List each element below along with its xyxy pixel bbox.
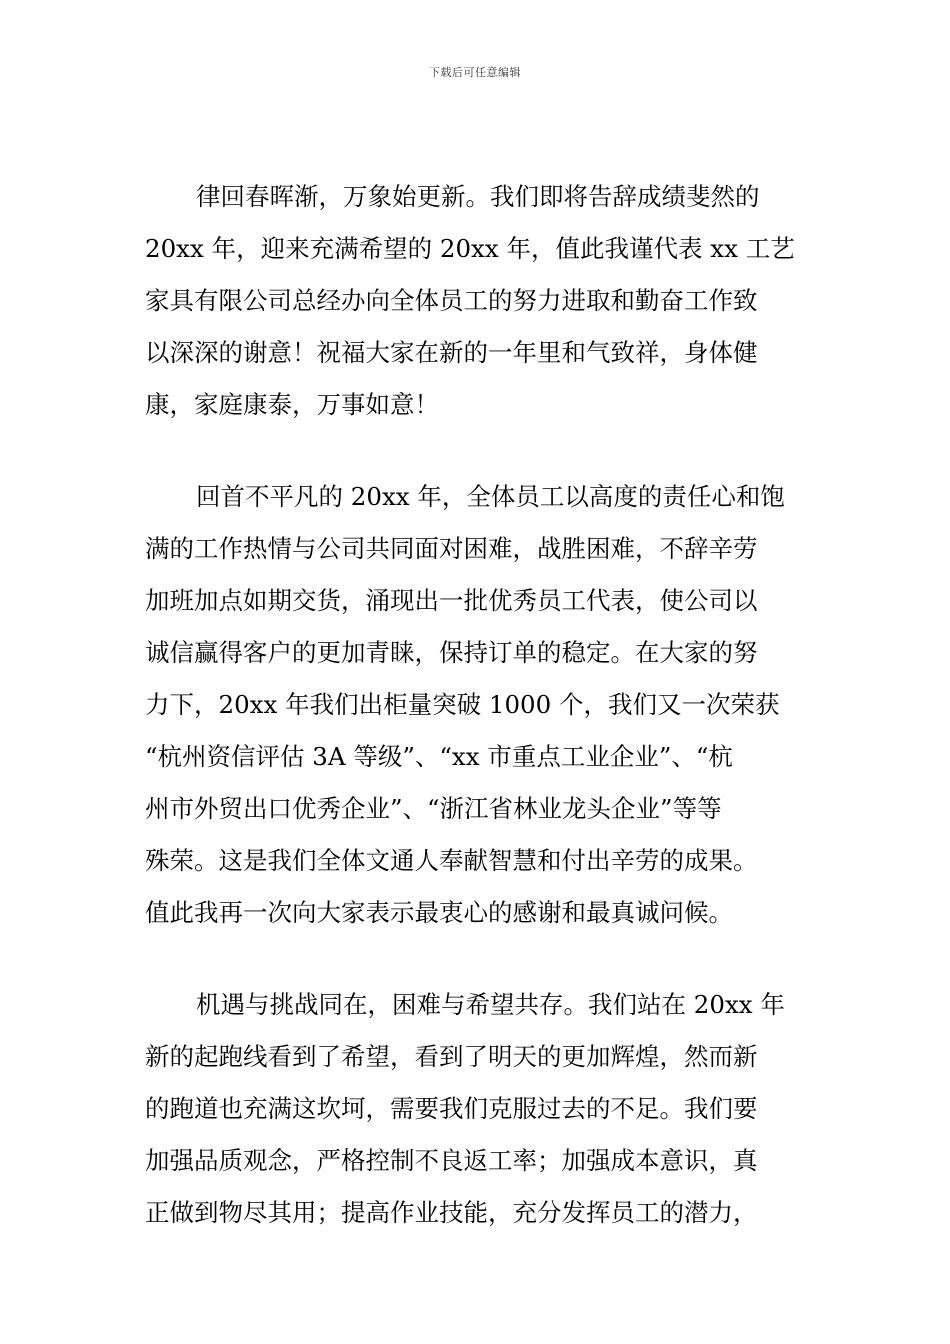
text-line: “杭州资信评估 3A 等级”、“xx 市重点工业企业”、“杭	[145, 742, 733, 771]
text-line: 加强品质观念，严格控制不良返工率；加强成本意识，真	[145, 1146, 758, 1175]
text-line: 的跑道也充满这坎坷，需要我们克服过去的不足。我们要	[145, 1094, 758, 1123]
text-line: 回首不平凡的 20xx 年，全体员工以高度的责任心和饱	[196, 482, 785, 511]
text-line: 20xx 年，迎来充满希望的 20xx 年，值此我谨代表 xx 工艺	[145, 234, 795, 263]
text-line: 以深深的谢意！祝福大家在新的一年里和气致祥，身体健	[145, 338, 758, 367]
text-line: 机遇与挑战同在，困难与希望共存。我们站在 20xx 年	[196, 990, 785, 1019]
page-header: 下载后可任意编辑	[429, 66, 521, 79]
text-line: 殊荣。这是我们全体文通人奉献智慧和付出辛劳的成果。	[145, 846, 758, 875]
text-line: 康，家庭康泰，万事如意！	[145, 390, 439, 419]
text-line: 值此我再一次向大家表示最衷心的感谢和最真诚问候。	[145, 898, 733, 927]
text-line: 力下，20xx 年我们出柜量突破 1000 个，我们又一次荣获	[145, 690, 780, 719]
text-line: 诚信赢得客户的更加青睐，保持订单的稳定。在大家的努	[145, 638, 758, 667]
text-line: 加班加点如期交货，涌现出一批优秀员工代表，使公司以	[145, 586, 758, 615]
text-line: 律回春晖渐，万象始更新。我们即将告辞成绩斐然的	[196, 182, 760, 211]
text-line: 州市外贸出口优秀企业”、“浙江省林业龙头企业”等等	[145, 794, 722, 823]
text-line: 新的起跑线看到了希望，看到了明天的更加辉煌，然而新	[145, 1042, 758, 1071]
text-line: 满的工作热情与公司共同面对困难，战胜困难，不辞辛劳	[145, 534, 758, 563]
text-line: 正做到物尽其用；提高作业技能，充分发挥员工的潜力，	[145, 1198, 758, 1227]
text-line: 家具有限公司总经办向全体员工的努力进取和勤奋工作致	[145, 286, 758, 315]
